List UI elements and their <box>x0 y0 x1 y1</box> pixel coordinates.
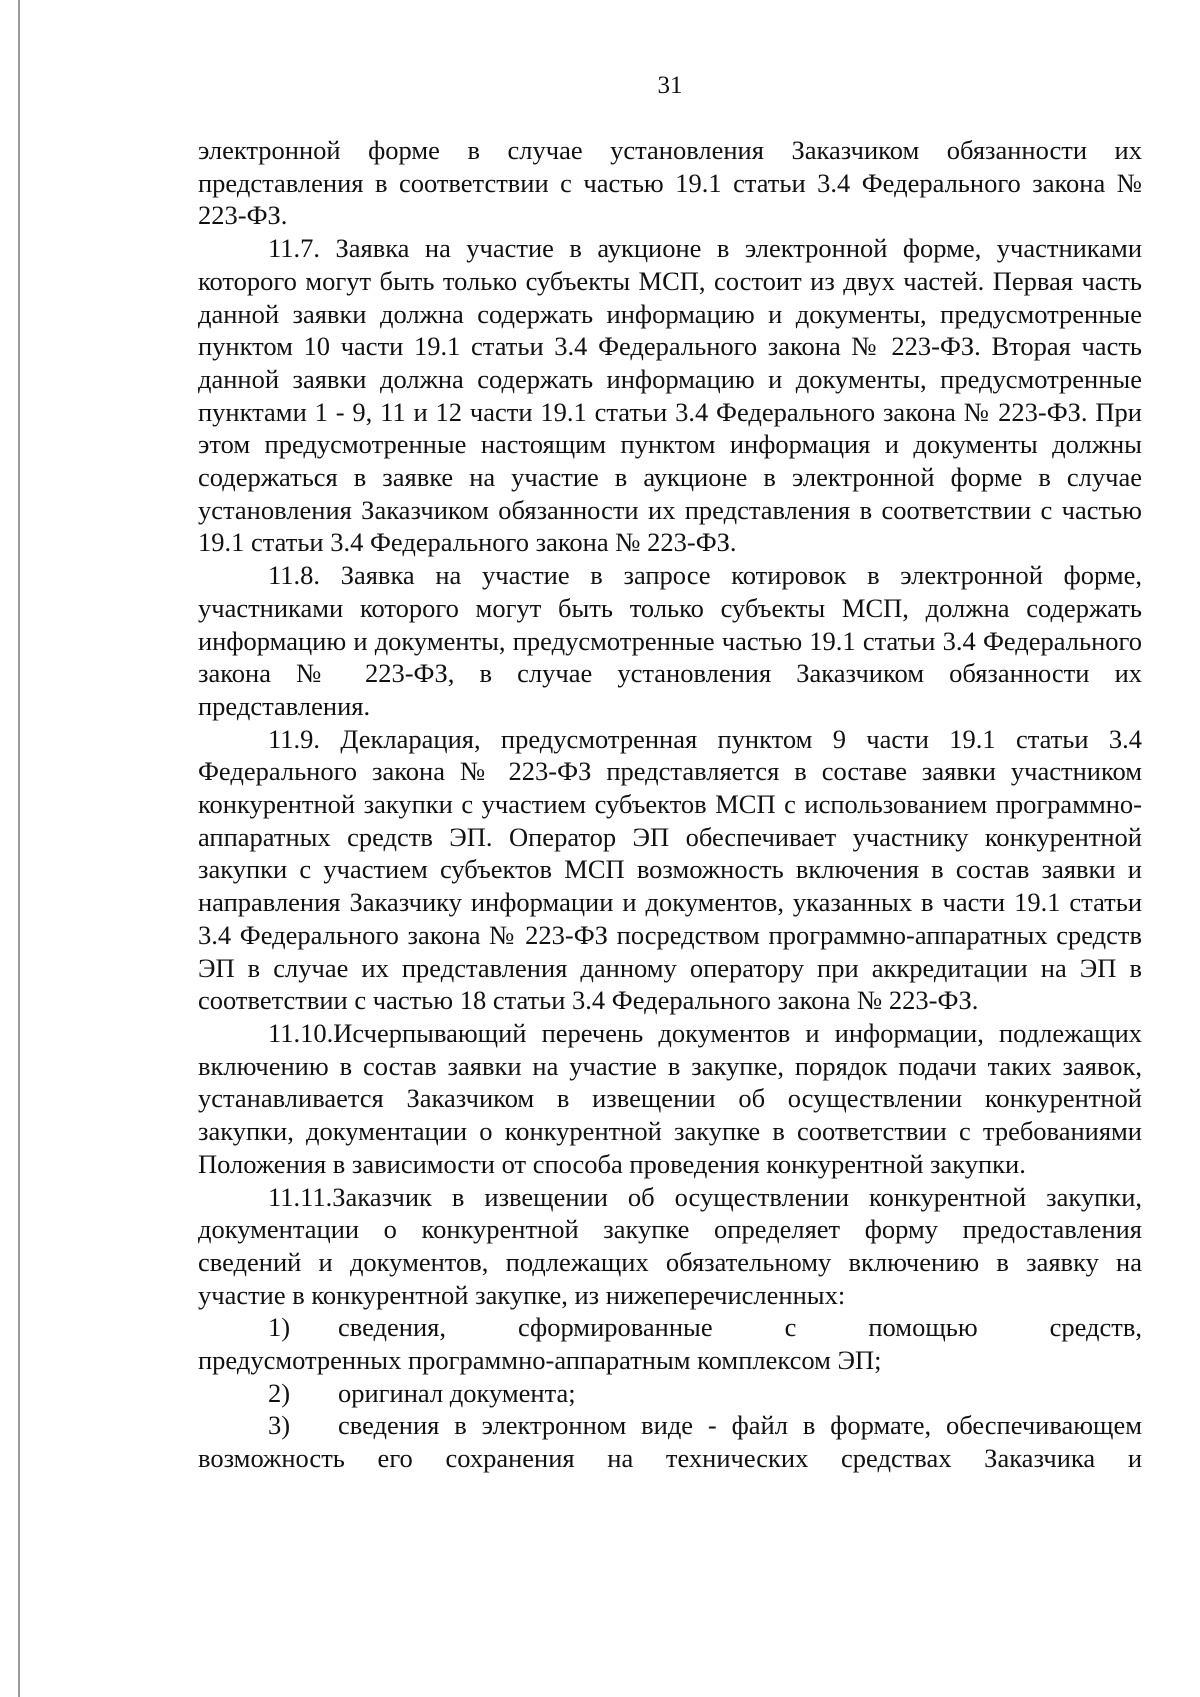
list-item-text: сведения, сформированные с помощью средств, <box>338 1312 1142 1343</box>
list-item-number: 3) <box>268 1410 291 1441</box>
paragraph-11-10: 11.10.Исчерпывающий перечень документов и информации, подлежащих включению в состав заявки на участие в закупке, порядок подачи таких заявок, устанавливается Заказчиком в извещении об осуществлении конкурентной закупки, документации о конкурентной закупке в соответствии с требованиями Положения в зависимости от способа проведения конкурентной закупки. <box>198 1017 1142 1179</box>
list-item-number: 2) <box>268 1377 291 1408</box>
paragraph-11-11: 11.11.Заказчик в извещении об осуществлении конкурентной закупки, документации о конкурентной закупке определяет форму предоставления сведений и документов, подлежащих обязательному включению в заявку на участие в конкурентной закупке, из нижеперечисленных: <box>198 1181 1142 1310</box>
list-item <box>198 1311 1142 1376</box>
list-item-text: сведения в электронном виде - файл в формате, обеспечивающем <box>338 1410 1142 1441</box>
enumerated-list <box>198 1311 1142 1475</box>
page-number: 31 <box>657 72 683 99</box>
list-item <box>198 1409 1142 1474</box>
paragraph-11-7: 11.7. Заявка на участие в аукционе в электронной форме, участниками которого могут быть только субъекты МСП, состоит из двух частей. Первая часть данной заявки должна содержать информацию и документы, предусмотренные пунктом 10 части 19.1 статьи 3.4 Федерального закона № 223-ФЗ. Вторая часть данной заявки должна содержать информацию и документы, предусмотренные пунктами 1 - 9, 11 и 12 части 19.1 статьи 3.4 Федерального закона № 223-ФЗ. При этом предусмотренные настоящим пунктом информация и документы должны содержаться в заявке на участие в аукционе в электронной форме в случае установления Заказчиком обязанности их представления в соответствии с частью 19.1 статьи 3.4 Федерального закона № 223-ФЗ. <box>198 233 1142 558</box>
list-item-number: 1) <box>268 1312 291 1343</box>
paragraph-11-9: 11.9. Декларация, предусмотренная пунктом 9 части 19.1 статьи 3.4 Федерального закона № 223-ФЗ представляется в составе заявки участником конкурентной закупки с участием субъектов МСП с использованием программно-аппаратных средств ЭП. Оператор ЭП обеспечивает участнику конкурентной закупки с участием субъектов МСП возможность включения в состав заявки и направления Заказчику информации и документов, указанных в части 19.1 статьи 3.4 Федерального закона № 223-ФЗ посредством программно-аппаратных средств ЭП в случае их представления данному оператору при аккредитации на ЭП в соответствии с частью 18 статьи 3.4 Федерального закона № 223-ФЗ. <box>198 723 1142 1016</box>
list-item-text: оригинал документа; <box>338 1377 576 1408</box>
paragraph-continuation: электронной форме в случае установления Заказчиком обязанности их представления в соответствии с частью 19.1 статьи 3.4 Федерального закона № 223-ФЗ. <box>198 135 1142 231</box>
paragraph-11-8: 11.8. Заявка на участие в запросе котировок в электронной форме, участниками которого могут быть только субъекты МСП, должна содержать информацию и документы, предусмотренные частью 19.1 статьи 3.4 Федерального закона № 223-ФЗ, в случае установления Заказчиком обязанности их представления. <box>198 560 1142 721</box>
list-item <box>198 1377 1142 1410</box>
document-body <box>198 134 1142 1475</box>
list-item-continuation: возможность его сохранения на технических средствах Заказчика и <box>198 1443 1142 1474</box>
scan-binding-line <box>18 0 20 1697</box>
list-item-continuation: предусмотренных программно-аппаратным комплексом ЭП; <box>198 1345 882 1376</box>
